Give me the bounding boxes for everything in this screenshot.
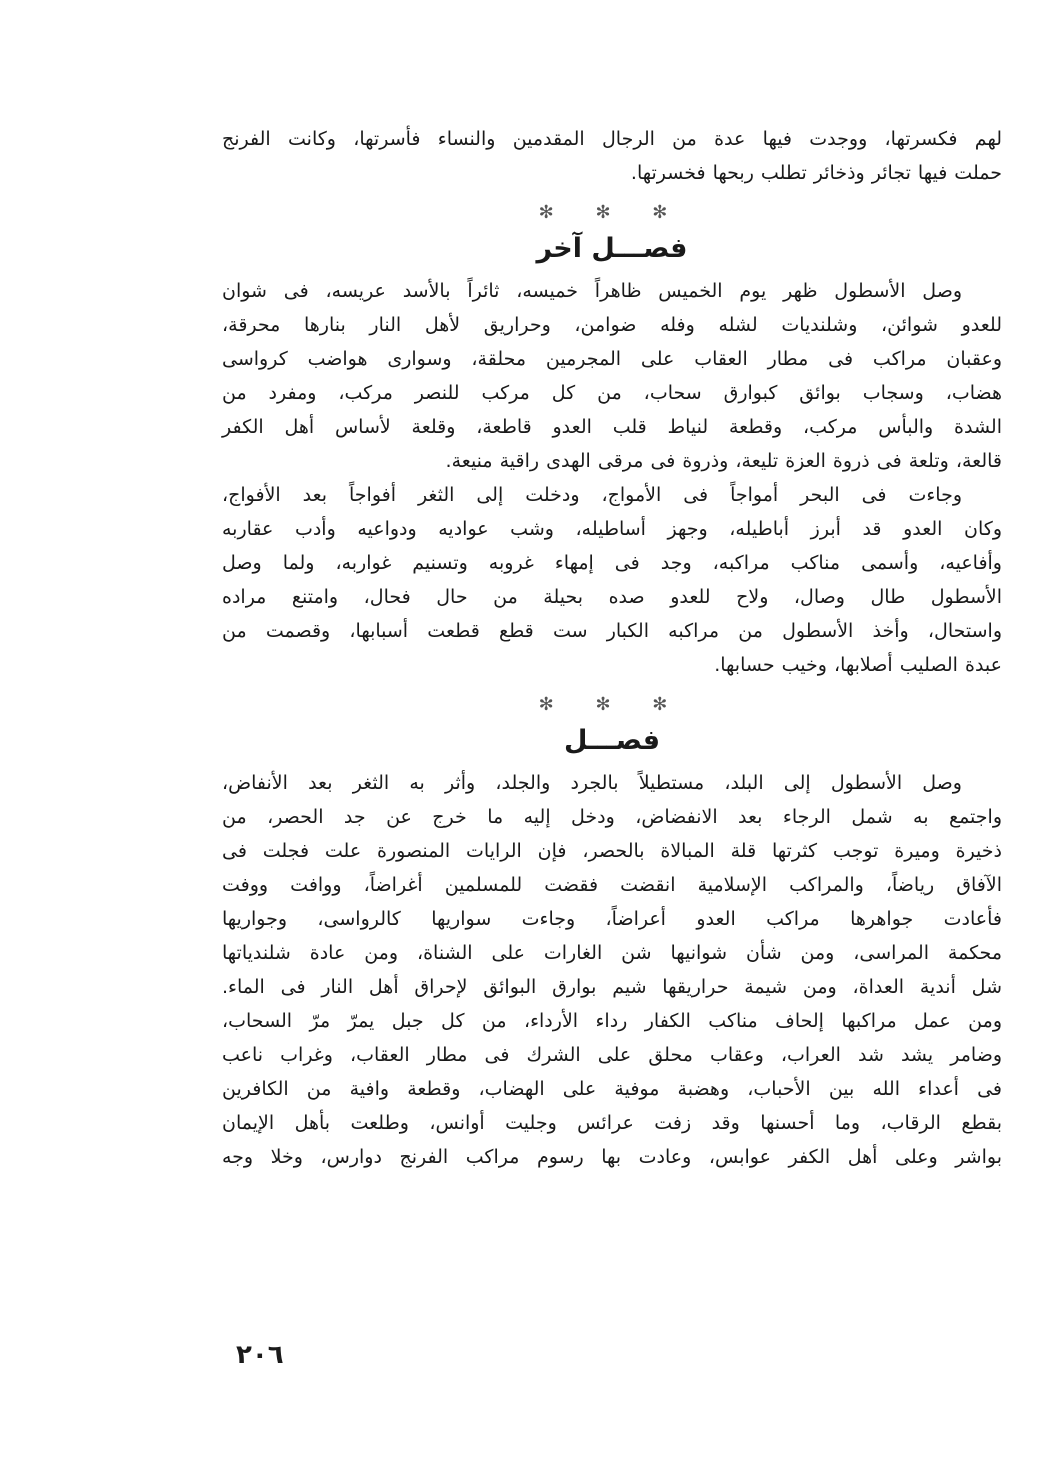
paragraph bbox=[222, 478, 1002, 682]
text-line: وكان العدو قد أبرز أباطيله، وجهز أساطيله، وشب عواديه ودواعيه وأدب عقاربه bbox=[222, 518, 1002, 540]
text-line: الآفاق رياضاً، والمراكب الإسلامية انقضت فقضت للمسلمين أغراضاً، ووافت ووفت bbox=[222, 874, 1002, 896]
text-line: محكمة المراسى، ومن شأن شوانيها شن الغارات على الشناة، ومن عادة شلندياتها bbox=[222, 942, 1002, 964]
text-line: قالعة، وتلعة فى ذروة العزة تليعة، وذروة فى مرقى الهدى راقية منيعة. bbox=[445, 450, 1002, 472]
text-line: ومن عمل مراكبها إلحاف مناكب الكفار رداء الأرداء، من كل جبل يمرّ مرّ السحاب، bbox=[222, 1010, 1002, 1032]
text-line: واستحال، وأخذ الأسطول من مراكبه الكبار ست قطع قطعت أسبابها، وقصمت من bbox=[222, 620, 1002, 642]
text-line: شل أندية العداة، ومن شيمة حراريقها شيم بوارق البوائق لإحراق أهل النار فى الماء. bbox=[222, 976, 1002, 998]
text-line: وصل الأسطول ظهر يوم الخميس ظاهراً خميسه، ثائراً بالأسد عريسه، فى شوان bbox=[222, 280, 962, 302]
text-line: فى أعداء الله بين الأحباب، وهضبة موفية على الهضاب، وقطعة وافية من الكافرين bbox=[222, 1078, 1002, 1100]
book-page-text bbox=[222, 122, 1002, 1174]
section-separator-stars: ✻ ✻ ✻ bbox=[538, 202, 686, 223]
text-line: وضامر يشد شد العراب، وعقاب محلق على الشرك فى مطار العقاب، وغراب ناعب bbox=[222, 1044, 1002, 1066]
text-line: لهم فكسرتها، ووجدت فيها عدة من الرجال المقدمين والنساء فأسرتها، وكانت الفرنج bbox=[222, 128, 1002, 150]
paragraph bbox=[222, 274, 1002, 478]
text-line: الأسطول طال وصال، ولاح للعدو صده بحيلة من حال فحال، وامتنع مراده bbox=[222, 586, 1002, 608]
text-line: هضاب، وسجاب بوائق كبوارق سحاب، من كل مركب للنصر مركب، ومفرد من bbox=[222, 382, 1002, 404]
section-separator-stars: ✻ ✻ ✻ bbox=[538, 694, 686, 715]
text-line: وعقبان مراكب فى مطار العقاب على المجرمين محلقة، وسوارى هواضب كرواسى bbox=[222, 348, 1002, 370]
text-line: الشدة والبأس مركب، وقطعة لنياط قلب العدو قاطعة، وقلعة لأساس أهل الكفر bbox=[222, 416, 1002, 438]
section-heading: فصـــل bbox=[563, 725, 661, 756]
text-line: وجاءت فى البحر أمواجاً فى الأمواج، ودخلت إلى الثغر أفواجاً بعد الأفواج، bbox=[222, 484, 962, 506]
paragraph bbox=[222, 766, 1002, 1174]
text-line: بواشر وعلى أهل الكفر عوابس، وعادت بها رسوم مراكب الفرنج دوارس، وخلا وجه bbox=[222, 1146, 1002, 1168]
text-line: وصل الأسطول إلى البلد، مستطيلاً بالجرد والجلد، وأثر به الثغر بعد الأنفاض، bbox=[222, 772, 962, 794]
text-line: ذخيرة وميرة توجب كثرتها قلة المبالاة بالحصر، فإن الرايات المنصورة علت فجلت فى bbox=[222, 840, 1002, 862]
paragraph-continuation bbox=[222, 122, 1002, 190]
text-line: بقطع الرقاب، وما أحسنها وقد زفت عرائس وجليت أوانس، وطلعت بأهل الإيمان bbox=[222, 1112, 1002, 1134]
text-line: وأفاعيه، وأسمى مناكب مراكبه، وجد فى إمهاء غروبه وتسنيم غواربه، ولما وصل bbox=[222, 552, 1002, 574]
section-heading: فصـــل آخر bbox=[536, 233, 688, 264]
text-line: فأعادت جواهرها مراكب العدو أعراضاً، وجاءت سواريها كالرواسى، وجواريها bbox=[222, 908, 1002, 930]
text-line: للعدو شوائن، وشلنديات لشله وفله ضوامن، وحراريق لأهل النار بنارها محرقة، bbox=[222, 314, 1002, 336]
text-line: واجتمع به شمل الرجاء بعد الانفضاض، ودخل إليه ما خرج عن جد الحصر، من bbox=[222, 806, 1002, 828]
text-line: عبدة الصليب أصلابها، وخيب حسابها. bbox=[714, 654, 1002, 676]
page-number: ٢٠٦ bbox=[236, 1340, 284, 1370]
text-line: حملت فيها تجائر وذخائر تطلب ربحها فخسرتها. bbox=[630, 162, 1002, 184]
